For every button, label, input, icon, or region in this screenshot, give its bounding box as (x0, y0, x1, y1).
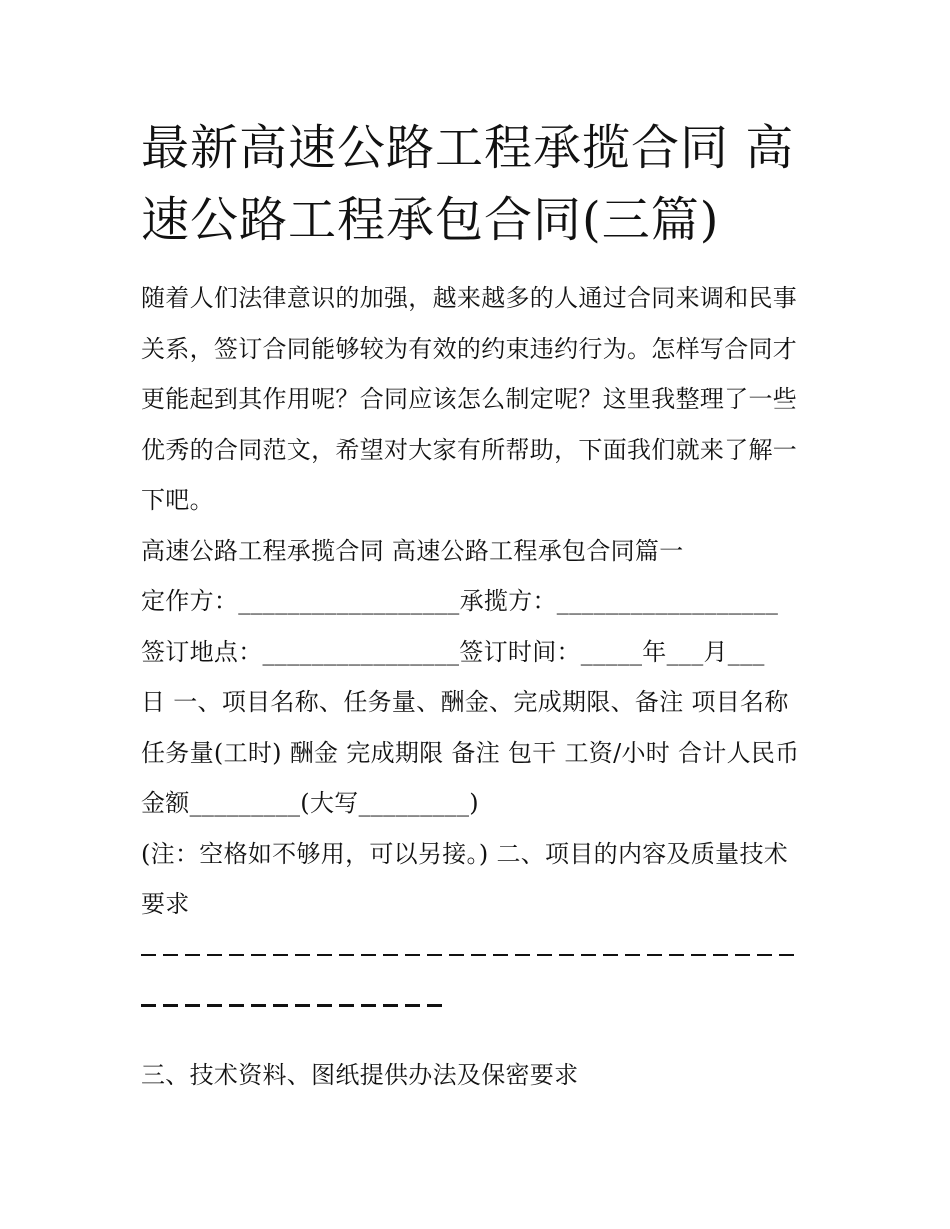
dash-mark (515, 954, 530, 957)
dash-mark (405, 954, 420, 957)
dash-mark (493, 954, 508, 957)
blank-fill-line-1 (141, 930, 816, 981)
dash-mark (339, 1004, 354, 1007)
dash-mark (779, 954, 794, 957)
dash-mark (207, 1004, 222, 1007)
dash-mark (185, 1004, 200, 1007)
dash-mark (471, 954, 486, 957)
dash-mark (207, 954, 222, 957)
dash-mark (691, 954, 706, 957)
spacer (141, 1031, 816, 1050)
note-line-2: 要求 (141, 890, 190, 918)
dash-mark (295, 954, 310, 957)
amount-line: 金额_________(大写_________) (141, 789, 479, 817)
dash-mark (317, 954, 332, 957)
dash-mark (449, 954, 464, 957)
dash-mark (427, 954, 442, 957)
dash-mark (713, 954, 728, 957)
dash-mark (383, 954, 398, 957)
document-title (141, 112, 816, 256)
dash-mark (295, 1004, 310, 1007)
title-line-1: 最新高速公路工程承揽合同 高 (141, 120, 795, 176)
title-line-2: 速公路工程承包合同(三篇) (141, 192, 720, 248)
intro-paragraph: 随着人们法律意识的加强，越来越多的人通过合同来调和民事关系，签订合同能够较为有效的约束违约行为。怎样写合同才更能起到其作用呢？合同应该怎么制定呢？这里我整理了一些优秀的合同范文，希望对大家有所帮助，下面我们就来了解一下吧。 (141, 284, 798, 514)
section-heading: 高速公路工程承揽合同 高速公路工程承包合同篇一 (141, 536, 684, 565)
dash-mark (273, 1004, 288, 1007)
blank-fill-line-2 (141, 980, 816, 1031)
dash-mark (273, 954, 288, 957)
dash-mark (383, 1004, 398, 1007)
item-line-1: 日 一、项目名称、任务量、酬金、完成期限、备注 项目名称 (141, 688, 789, 716)
document-page (141, 112, 816, 1100)
dash-mark (339, 954, 354, 957)
dash-mark (141, 1004, 156, 1007)
note-line-1: (注：空格如不够用，可以另接。) 二、项目的内容及质量技术 (141, 839, 789, 868)
dash-mark (317, 1004, 332, 1007)
dash-mark (735, 954, 750, 957)
dash-mark (163, 1004, 178, 1007)
place-time-line: 签订地点：________________签订时间：_____年___月___ (141, 637, 765, 666)
dash-mark (163, 954, 178, 957)
dash-mark (251, 1004, 266, 1007)
item-line-2: 任务量(工时) 酬金 完成期限 备注 包干 工资/小时 合计人民币 (141, 738, 800, 767)
section-three-heading: 三、技术资料、图纸提供办法及保密要求 (141, 1060, 579, 1089)
parties-line: 定作方：__________________承揽方：__________________ (141, 587, 779, 615)
dash-mark (361, 954, 376, 957)
dash-mark (361, 1004, 376, 1007)
dash-mark (405, 1004, 420, 1007)
dash-mark (603, 954, 618, 957)
dash-mark (559, 954, 574, 957)
dash-mark (141, 954, 156, 957)
dash-mark (537, 954, 552, 957)
dash-mark (185, 954, 200, 957)
dash-mark (581, 954, 596, 957)
dash-mark (251, 954, 266, 957)
dash-mark (625, 954, 640, 957)
dash-mark (229, 954, 244, 957)
dash-mark (669, 954, 684, 957)
dash-mark (229, 1004, 244, 1007)
dash-mark (647, 954, 662, 957)
dash-mark (757, 954, 772, 957)
dash-mark (427, 1004, 442, 1007)
